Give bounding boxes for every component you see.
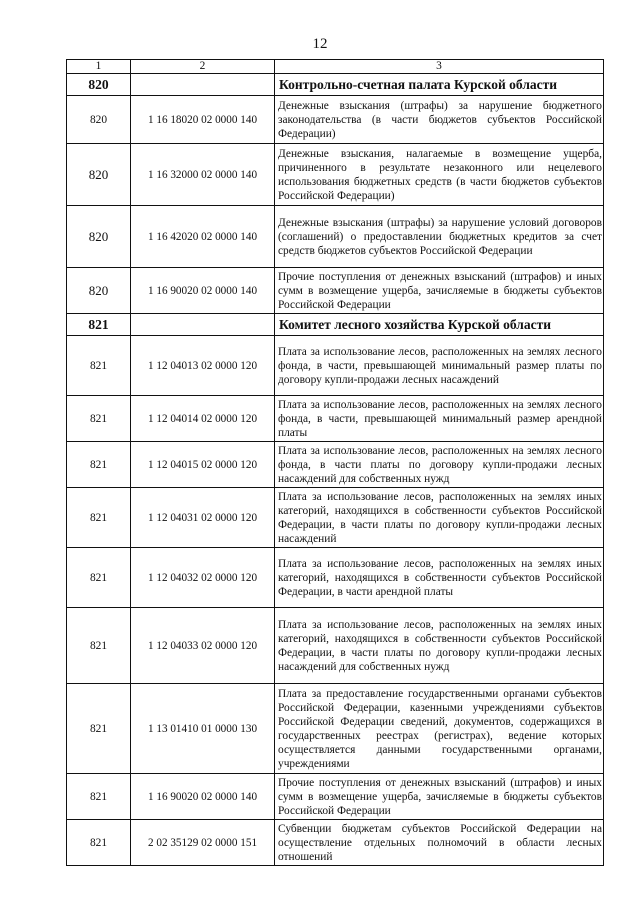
- table-row: [67, 206, 604, 268]
- section-title: Комитет лесного хозяйства Курской области: [275, 314, 604, 336]
- table-row: [67, 396, 604, 442]
- admin-code: 820: [67, 144, 131, 206]
- admin-code: 821: [67, 396, 131, 442]
- revenue-description: Плата за использование лесов, расположенных на землях иных категорий, находящихся в собственности субъектов Российской Федерации, в части арендной платы: [275, 548, 604, 608]
- revenue-description: Плата за использование лесов, расположенных на землях иных категорий, находящихся в собственности субъектов Российской Федерации, в части платы по договору купли-продажи лесных насаждений для собственных нужд: [275, 608, 604, 684]
- revenue-code: 1 12 04032 02 0000 120: [131, 548, 275, 608]
- revenue-description: Плата за использование лесов, расположенных на землях иных категорий, находящихся в собственности субъектов Российской Федерации, в части платы по договору купли-продажи лесных насаждений: [275, 488, 604, 548]
- revenue-code: 2 02 35129 02 0000 151: [131, 820, 275, 866]
- admin-code: 821: [67, 488, 131, 548]
- revenue-code: 1 16 90020 02 0000 140: [131, 774, 275, 820]
- revenue-code: 1 16 18020 02 0000 140: [131, 96, 275, 144]
- table-row: [67, 96, 604, 144]
- admin-code: 820: [67, 74, 131, 96]
- revenue-description: Денежные взыскания (штрафы) за нарушение бюджетного законодательства (в части бюджетов субъектов Российской Федерации): [275, 96, 604, 144]
- revenue-description: Прочие поступления от денежных взысканий (штрафов) и иных сумм в возмещение ущерба, зачисляемые в бюджеты субъектов Российской Федерации: [275, 774, 604, 820]
- revenue-code: 1 12 04015 02 0000 120: [131, 442, 275, 488]
- header-col-3: 3: [275, 60, 604, 74]
- admin-code: 821: [67, 314, 131, 336]
- revenue-code: 1 12 04014 02 0000 120: [131, 396, 275, 442]
- table-row: [67, 820, 604, 866]
- revenue-code: 1 13 01410 01 0000 130: [131, 684, 275, 774]
- table-row: [67, 268, 604, 314]
- table-row: [67, 548, 604, 608]
- revenue-description: Плата за использование лесов, расположенных на землях лесного фонда, в части платы по договору купли-продажи лесных насаждений для собственных нужд: [275, 442, 604, 488]
- section-row-820: [67, 74, 604, 96]
- admin-code: 821: [67, 684, 131, 774]
- revenue-description: Денежные взыскания, налагаемые в возмещение ущерба, причиненного в результате незаконного или нецелевого использования бюджетных средств (в части бюджетов субъектов Российской Федерации): [275, 144, 604, 206]
- admin-code: 821: [67, 548, 131, 608]
- revenue-code: [131, 74, 275, 96]
- admin-code: 821: [67, 774, 131, 820]
- table-header-row: [67, 60, 604, 74]
- table-row: [67, 684, 604, 774]
- revenue-code: 1 16 32000 02 0000 140: [131, 144, 275, 206]
- admin-code: 821: [67, 820, 131, 866]
- header-col-1: 1: [67, 60, 131, 74]
- section-title: Контрольно-счетная палата Курской области: [275, 74, 604, 96]
- revenue-code: 1 12 04033 02 0000 120: [131, 608, 275, 684]
- revenue-description: Плата за использование лесов, расположенных на землях лесного фонда, в части, превышающей минимальный размер платы по договору купли-продажи лесных насаждений: [275, 336, 604, 396]
- admin-code: 821: [67, 336, 131, 396]
- revenue-code: 1 16 90020 02 0000 140: [131, 268, 275, 314]
- admin-code: 820: [67, 268, 131, 314]
- revenue-codes-table: [66, 59, 604, 866]
- admin-code: 821: [67, 442, 131, 488]
- table-row: [67, 144, 604, 206]
- revenue-code: 1 16 42020 02 0000 140: [131, 206, 275, 268]
- table-row: [67, 774, 604, 820]
- revenue-code: [131, 314, 275, 336]
- table-row: [67, 488, 604, 548]
- revenue-description: Прочие поступления от денежных взысканий (штрафов) и иных сумм в возмещение ущерба, зачисляемые в бюджеты субъектов Российской Федерации: [275, 268, 604, 314]
- revenue-description: Денежные взыскания (штрафы) за нарушение условий договоров (соглашений) о предоставлении бюджетных кредитов за счет средств бюджетов субъектов Российской Федерации: [275, 206, 604, 268]
- revenue-description: Плата за использование лесов, расположенных на землях лесного фонда, в части, превышающей минимальный размер арендной платы: [275, 396, 604, 442]
- page-number: 12: [312, 36, 328, 52]
- admin-code: 820: [67, 206, 131, 268]
- revenue-description: Субвенции бюджетам субъектов Российской Федерации на осуществление отдельных полномочий в области лесных отношений: [275, 820, 604, 866]
- admin-code: 821: [67, 608, 131, 684]
- revenue-description: Плата за предоставление государственными органами субъектов Российской Федерации, казенными учреждениями субъектов Российской Федерации сведений, документов, содержащихся в государственных реестрах (регистрах), ведение которых осуществляется данными государственными органами, учреждениями: [275, 684, 604, 774]
- header-col-2: 2: [131, 60, 275, 74]
- revenue-code: 1 12 04013 02 0000 120: [131, 336, 275, 396]
- table-row: [67, 608, 604, 684]
- revenue-code: 1 12 04031 02 0000 120: [131, 488, 275, 548]
- section-row-821: [67, 314, 604, 336]
- admin-code: 820: [67, 96, 131, 144]
- table-row: [67, 442, 604, 488]
- table-row: [67, 336, 604, 396]
